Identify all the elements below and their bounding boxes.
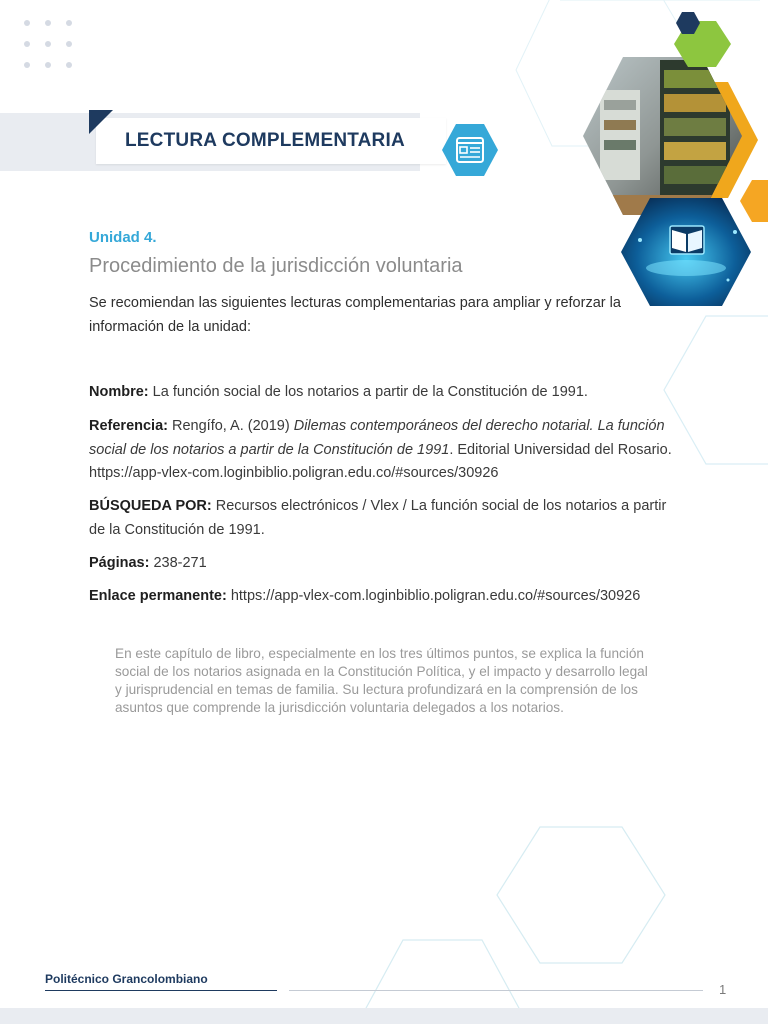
document-window-icon [441, 123, 499, 177]
reference-publisher: . Editorial Universidad del Rosario. [449, 441, 672, 458]
reference-title: Dilemas contemporáneos del derecho notarial. La función social de los notarios a partir de la Constitución de 1991 [89, 418, 665, 458]
unit-label: Unidad 4. [89, 229, 157, 246]
permalink-label: Enlace permanente: [89, 588, 227, 604]
reference-author: Rengífo, A. (2019) [172, 418, 290, 434]
reading-search [89, 495, 679, 542]
pages-label: Páginas: [89, 555, 150, 571]
abstract-paragraph: En este capítulo de libro, especialmente en los tres últimos puntos, se explica la función social de los notarios asignada en la Constitución Política, y el impacto y desarrollo legal y jurisprudencial en temas de familia. Su lectura profundizará en la comprensión de los asuntos que comprende la jurisdicción voluntaria delegados a los notarios. [115, 646, 648, 715]
reading-name [89, 381, 679, 405]
permalink-url[interactable]: https://app-vlex-com.loginbiblio.poligran.edu.co/#sources/30926 [230, 588, 641, 604]
footer-divider-right [289, 990, 703, 991]
search-label: BÚSQUEDA POR: [89, 498, 212, 514]
footer-divider-left [45, 990, 277, 991]
reading-reference [89, 415, 679, 486]
section-title: Procedimiento de la jurisdicción voluntaria [89, 255, 463, 277]
pages-value: 238-271 [153, 555, 207, 571]
reading-pages [89, 552, 679, 576]
header-corner-accent [89, 110, 113, 134]
page-number: 1 [719, 982, 727, 997]
reference-url[interactable]: https://app-vlex-com.loginbiblio.poligran.edu.co/#sources/30926 [89, 465, 499, 481]
reading-permalink [89, 585, 679, 609]
footer-band [0, 1008, 768, 1024]
search-value: Recursos electrónicos / Vlex / La función social de los notarios a partir de la Constitución de 1991. [89, 498, 667, 538]
hex-outline [497, 827, 665, 963]
reference-label: Referencia: [89, 418, 168, 434]
footer-brand: Politécnico Grancolombiano [45, 972, 208, 986]
hex-outline [664, 316, 768, 464]
name-label: Nombre: [89, 384, 149, 400]
header-title: LECTURA COMPLEMENTARIA [125, 130, 405, 151]
orange-hexagon-small [740, 180, 768, 222]
dot-grid-decoration [24, 20, 72, 68]
name-value: La función social de los notarios a partir de la Constitución de 1991. [152, 384, 588, 400]
intro-paragraph: Se recomiendan las siguientes lecturas complementarias para ampliar y reforzar la información de la unidad: [89, 295, 621, 335]
